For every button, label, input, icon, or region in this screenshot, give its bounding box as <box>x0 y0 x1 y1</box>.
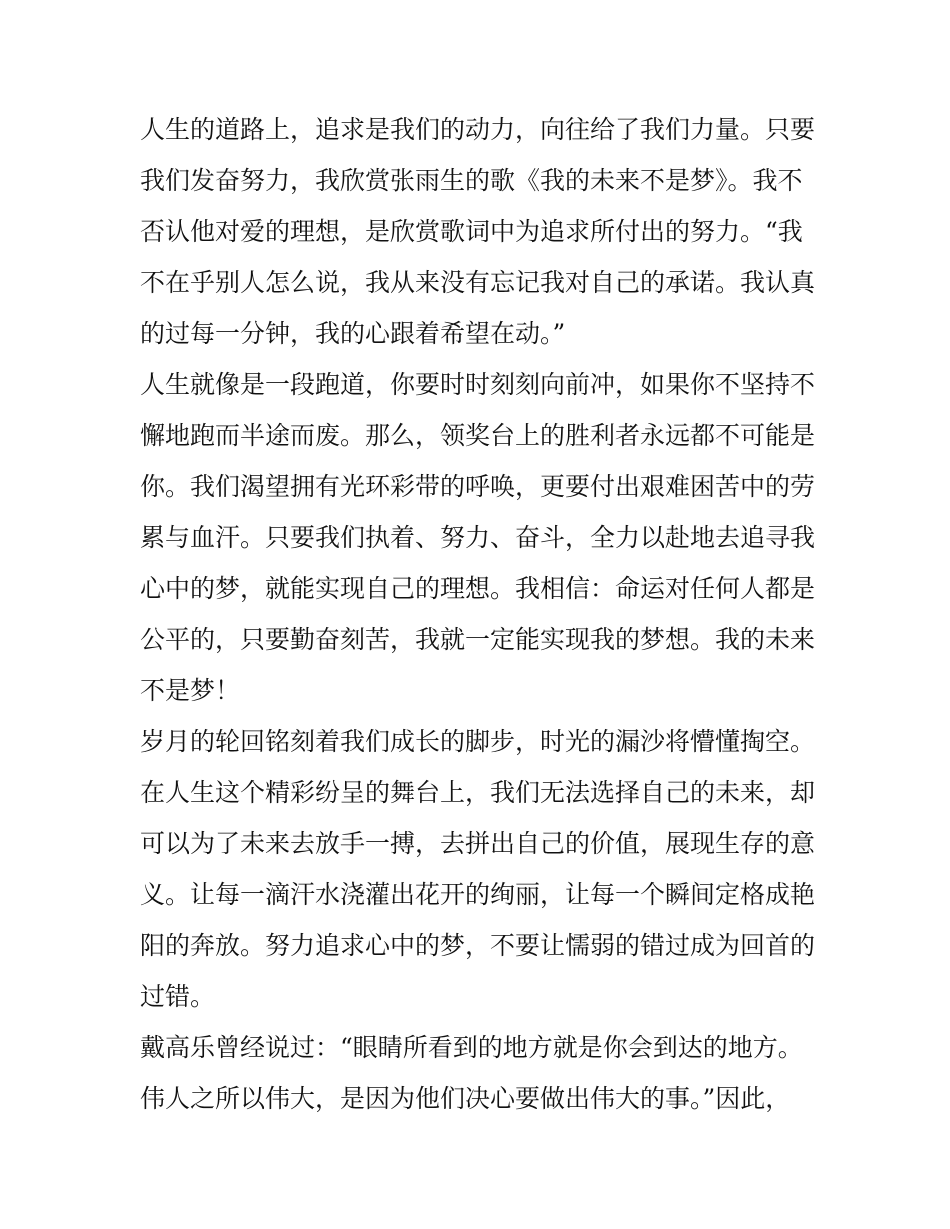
text-line: 不是梦！ <box>140 676 241 705</box>
text-line: 可以为了未来去放手一搏，去拼出自己的价值，展现生存的意 <box>140 829 816 858</box>
text-line: 累与血汗。只要我们执着、努力、奋斗，全力以赴地去追寻我 <box>140 523 816 552</box>
text-line: 戴高乐曾经说过：“眼睛所看到的地方就是你会到达的地方。 <box>140 1033 803 1062</box>
text-line: 心中的梦，就能实现自己的理想。我相信：命运对任何人都是 <box>140 574 816 603</box>
text-line: 人生的道路上，追求是我们的动力，向往给了我们力量。只要 <box>140 115 816 144</box>
text-line: 的过每一分钟，我的心跟着希望在动。” <box>140 319 566 348</box>
text-line: 阳的奔放。努力追求心中的梦，不要让懦弱的错过成为回首的 <box>140 931 816 960</box>
text-line: 过错。 <box>140 982 216 1011</box>
text-line: 岁月的轮回铭刻着我们成长的脚步，时光的漏沙将懵懂掏空。 <box>140 727 816 756</box>
text-line: 义。让每一滴汗水浇灌出花开的绚丽，让每一个瞬间定格成艳 <box>140 880 816 909</box>
text-line: 公平的，只要勤奋刻苦，我就一定能实现我的梦想。我的未来 <box>140 625 816 654</box>
text-line: 在人生这个精彩纷呈的舞台上，我们无法选择自己的未来，却 <box>140 778 816 807</box>
text-line: 不在乎别人怎么说，我从来没有忘记我对自己的承诺。我认真 <box>140 268 816 297</box>
text-line: 伟人之所以伟大，是因为他们决心要做出伟大的事。”因此， <box>140 1084 791 1113</box>
text-line: 懈地跑而半途而废。那么，领奖台上的胜利者永远都不可能是 <box>140 421 816 450</box>
text-line: 否认他对爱的理想，是欣赏歌词中为追求所付出的努力。“我 <box>140 217 803 246</box>
document-body <box>140 104 815 1124</box>
text-line: 我们发奋努力，我欣赏张雨生的歌《我的未来不是梦》。我不 <box>140 166 803 195</box>
text-line: 你。我们渴望拥有光环彩带的呼唤，更要付出艰难困苦中的劳 <box>140 472 816 501</box>
text-line: 人生就像是一段跑道，你要时时刻刻向前冲，如果你不坚持不 <box>140 370 816 399</box>
